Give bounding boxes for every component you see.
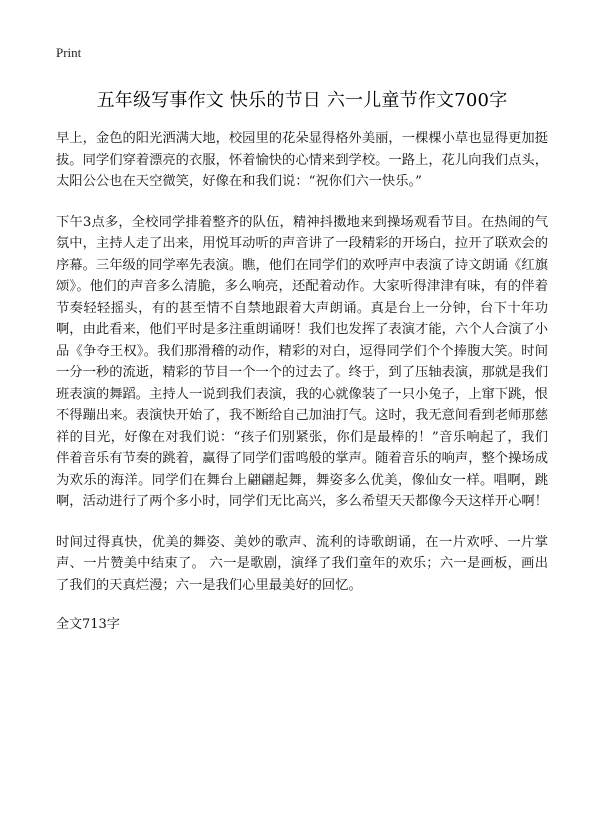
paragraph-morning: 早上，金色的阳光洒满大地，校园里的花朵显得格外美丽，一棵棵小草也显得更加挺拔。同学们穿着漂亮的衣服，怀着愉快的心情来到学校。一路上，花儿向我们点头，太阳公公也在天空微笑，好像在和我们说：“祝你们六一快乐。” <box>56 131 548 189</box>
print-link[interactable]: Print <box>56 45 82 60</box>
paragraph-performance: 下午3点多，全校同学排着整齐的队伍，精神抖擞地来到操场观看节目。在热闹的气氛中，主持人走了出来，用悦耳动听的声音讲了一段精彩的开场白，拉开了联欢会的序幕。三年级的同学率先表演。瞧，他们在同学们的欢呼声中表演了诗文朗诵《红旗颂》。他们的声音多么清脆，多么响亮，还配着动作。大家听得津津有味，有的伴着节奏轻轻摇头，有的甚至情不自禁地跟着大声朗诵。真是台上一分钟，台下十年功啊，由此看来，他们平时是多注重朗诵呀！我们也发挥了表演才能，六个人合演了小品《争夺王权》。我们那滑稽的动作，精彩的对白，逗得同学们个个捧腹大笑。时间一分一秒的流逝，精彩的节目一个一个的过去了。终于，到了压轴表演，那就是我们班表演的舞蹈。主持人一说到我们表演，我的心就像装了一只小兔子，上窜下跳，恨不得蹦出来。表演快开始了，我不断给自己加油打气。这时，我无意间看到老师那慈祥的目光，好像在对我们说：“孩子们别紧张，你们是最棒的！”音乐响起了，我们伴着音乐有节奏的跳着，赢得了同学们雷鸣般的掌声。随着音乐的响声，整个操场成为欢乐的海洋。同学们在舞台上翩翩起舞，舞姿多么优美，像仙女一样。唱啊，跳啊，活动进行了两个多小时，同学们无比高兴，多么希望天天都像今天这样开心啊！ <box>56 214 548 509</box>
word-count: 全文713字 <box>56 617 120 632</box>
article-title: 五年级写事作文 快乐的节日 六一儿童节作文700字 <box>96 90 508 111</box>
paragraph-conclusion: 时间过得真快，优美的舞姿、美妙的歌声、流利的诗歌朗诵，在一片欢呼、一片掌声、一片赞美中结束了。 六一是歌剧，演绎了我们童年的欢乐；六一是画板，画出了我们的天真烂漫；六一是我们心里最美好的回忆。 <box>56 534 548 593</box>
article-body <box>56 128 548 596</box>
